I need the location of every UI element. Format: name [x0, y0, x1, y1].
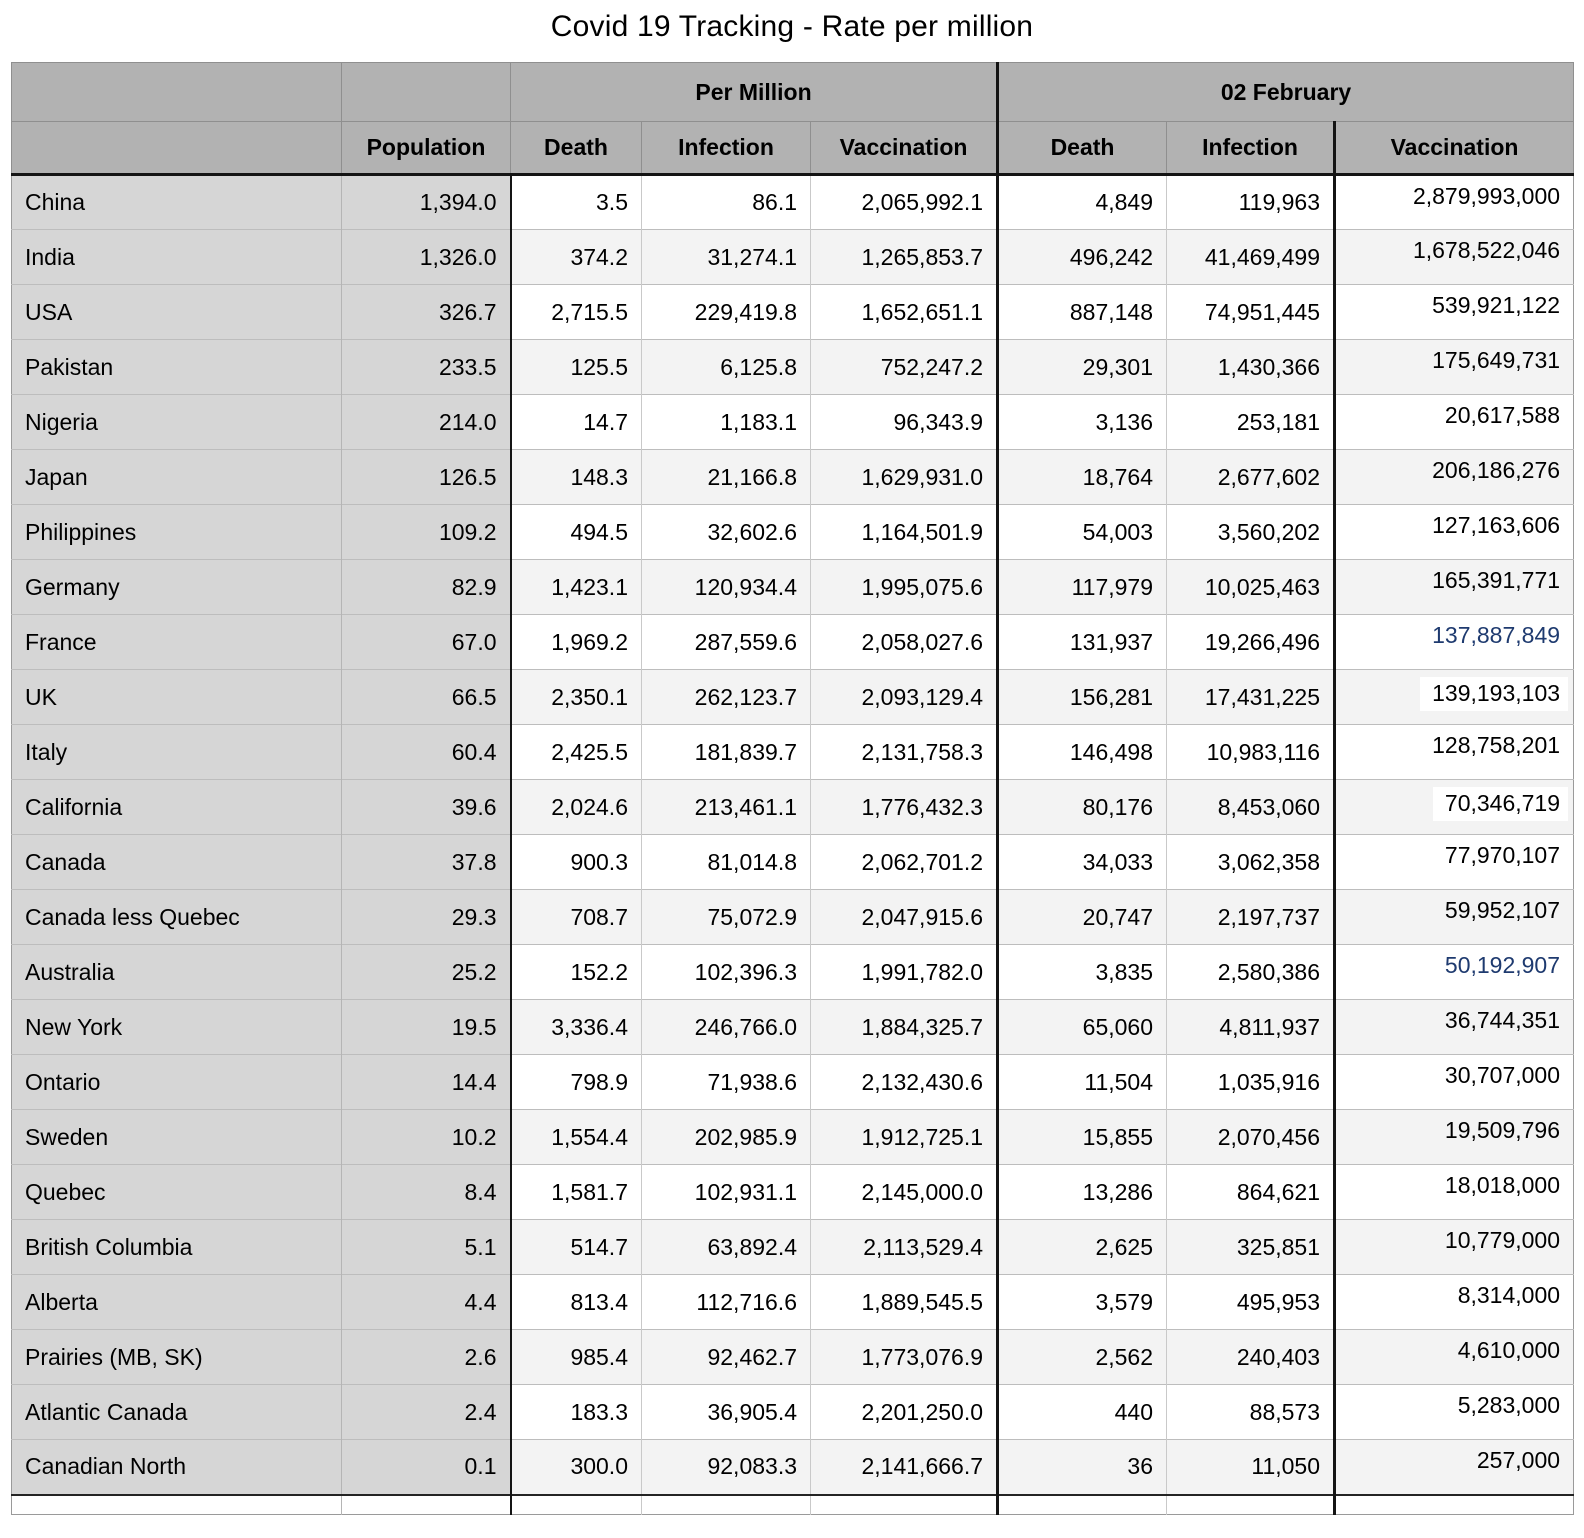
population-cell: 4.4 [342, 1275, 511, 1330]
per-million-death-cell: 900.3 [511, 835, 642, 890]
feb-vaccination-cell: 1,678,522,046 [1335, 230, 1574, 285]
column-header-row [12, 122, 1574, 175]
highlighted-value: 137,887,849 [1432, 622, 1561, 648]
feb-infection-cell: 74,951,445 [1167, 285, 1335, 340]
per-million-infection-cell: 102,396.3 [642, 945, 811, 1000]
per-million-infection-cell: 229,419.8 [642, 285, 811, 340]
row-label-cell: Nigeria [12, 395, 342, 450]
feb-death-header: Death [998, 122, 1167, 175]
row-label-cell: Germany [12, 560, 342, 615]
per-million-death-cell: 3,336.4 [511, 1000, 642, 1055]
table-row [12, 1055, 1574, 1110]
partial-cell [12, 1495, 342, 1515]
feb-death-cell: 80,176 [998, 780, 1167, 835]
row-label-cell: USA [12, 285, 342, 340]
per-million-death-cell: 300.0 [511, 1440, 642, 1495]
per-million-infection-cell: 181,839.7 [642, 725, 811, 780]
row-label-cell: Italy [12, 725, 342, 780]
per-million-vaccination-cell: 1,776,432.3 [811, 780, 998, 835]
partial-cell [811, 1495, 998, 1515]
partial-cell [998, 1495, 1167, 1515]
feb-death-cell: 18,764 [998, 450, 1167, 505]
highlighted-value: 50,192,907 [1444, 952, 1561, 978]
table-row [12, 725, 1574, 780]
table-row [12, 175, 1574, 230]
population-header: Population [342, 122, 511, 175]
feb-death-cell: 131,937 [998, 615, 1167, 670]
feb-infection-header: Infection [1167, 122, 1335, 175]
row-label-cell: UK [12, 670, 342, 725]
covid-tracking-table [11, 62, 1574, 1515]
per-million-death-cell: 183.3 [511, 1385, 642, 1440]
per-million-death-cell: 798.9 [511, 1055, 642, 1110]
per-million-vaccination-cell: 2,131,758.3 [811, 725, 998, 780]
per-million-death-cell: 985.4 [511, 1330, 642, 1385]
row-label-cell: British Columbia [12, 1220, 342, 1275]
feb-infection-cell: 88,573 [1167, 1385, 1335, 1440]
per-million-death-cell: 1,969.2 [511, 615, 642, 670]
feb-vaccination-cell: 36,744,351 [1335, 1000, 1574, 1055]
per-million-infection-cell: 246,766.0 [642, 1000, 811, 1055]
table-row [12, 1000, 1574, 1055]
per-million-death-cell: 14.7 [511, 395, 642, 450]
per-million-death-cell: 374.2 [511, 230, 642, 285]
row-label-cell: Pakistan [12, 340, 342, 395]
feb-infection-cell: 864,621 [1167, 1165, 1335, 1220]
per-million-vaccination-cell: 1,164,501.9 [811, 505, 998, 560]
per-million-infection-cell: 71,938.6 [642, 1055, 811, 1110]
per-million-infection-cell: 36,905.4 [642, 1385, 811, 1440]
feb-vaccination-cell: 128,758,201 [1335, 725, 1574, 780]
population-cell: 126.5 [342, 450, 511, 505]
per-million-vaccination-cell: 1,629,931.0 [811, 450, 998, 505]
per-million-infection-cell: 63,892.4 [642, 1220, 811, 1275]
row-label-cell: Philippines [12, 505, 342, 560]
population-cell: 1,326.0 [342, 230, 511, 285]
partial-cell [511, 1495, 642, 1515]
population-cell: 14.4 [342, 1055, 511, 1110]
feb-vaccination-cell: 127,163,606 [1335, 505, 1574, 560]
corner-cell [12, 63, 342, 122]
per-million-infection-cell: 86.1 [642, 175, 811, 230]
table-row [12, 450, 1574, 505]
per-million-infection-cell: 6,125.8 [642, 340, 811, 395]
feb-vaccination-cell: 30,707,000 [1335, 1055, 1574, 1110]
feb-vaccination-cell: 206,186,276 [1335, 450, 1574, 505]
per-million-infection-cell: 75,072.9 [642, 890, 811, 945]
per-million-vaccination-cell: 2,093,129.4 [811, 670, 998, 725]
feb-death-cell: 3,579 [998, 1275, 1167, 1330]
feb-infection-cell: 3,062,358 [1167, 835, 1335, 890]
population-cell: 233.5 [342, 340, 511, 395]
feb-infection-cell: 10,025,463 [1167, 560, 1335, 615]
feb-vaccination-cell: 20,617,588 [1335, 395, 1574, 450]
table-row [12, 340, 1574, 395]
partial-cell [1335, 1495, 1574, 1515]
table-row [12, 230, 1574, 285]
per-million-death-cell: 813.4 [511, 1275, 642, 1330]
table-row [12, 1440, 1574, 1495]
feb-infection-cell: 495,953 [1167, 1275, 1335, 1330]
per-million-death-cell: 2,425.5 [511, 725, 642, 780]
feb-death-cell: 3,136 [998, 395, 1167, 450]
per-million-infection-cell: 120,934.4 [642, 560, 811, 615]
per-million-death-cell: 2,715.5 [511, 285, 642, 340]
per-million-vaccination-cell: 752,247.2 [811, 340, 998, 395]
table-row [12, 615, 1574, 670]
per-million-death-cell: 148.3 [511, 450, 642, 505]
population-cell: 10.2 [342, 1110, 511, 1165]
feb-infection-cell: 253,181 [1167, 395, 1335, 450]
per-million-infection-cell: 81,014.8 [642, 835, 811, 890]
row-label-cell: Ontario [12, 1055, 342, 1110]
feb-vaccination-cell [1335, 780, 1574, 835]
table-row [12, 505, 1574, 560]
population-cell: 5.1 [342, 1220, 511, 1275]
per-million-infection-cell: 32,602.6 [642, 505, 811, 560]
population-cell: 0.1 [342, 1440, 511, 1495]
feb-infection-cell: 2,677,602 [1167, 450, 1335, 505]
feb-death-cell: 15,855 [998, 1110, 1167, 1165]
feb-vaccination-header: Vaccination [1335, 122, 1574, 175]
per-million-vaccination-cell: 2,201,250.0 [811, 1385, 998, 1440]
feb-vaccination-cell [1335, 615, 1574, 670]
table-row [12, 560, 1574, 615]
table-row [12, 890, 1574, 945]
feb-infection-cell: 19,266,496 [1167, 615, 1335, 670]
per-million-vaccination-cell: 1,265,853.7 [811, 230, 998, 285]
feb-vaccination-cell: 10,779,000 [1335, 1220, 1574, 1275]
per-million-infection-header: Infection [642, 122, 811, 175]
row-label-cell: Canada [12, 835, 342, 890]
row-label-cell: France [12, 615, 342, 670]
feb-infection-cell: 119,963 [1167, 175, 1335, 230]
per-million-infection-cell: 213,461.1 [642, 780, 811, 835]
per-million-death-cell: 125.5 [511, 340, 642, 395]
highlighted-value: 139,193,103 [1420, 677, 1568, 711]
per-million-vaccination-cell: 2,141,666.7 [811, 1440, 998, 1495]
per-million-death-cell: 3.5 [511, 175, 642, 230]
population-cell: 2.6 [342, 1330, 511, 1385]
population-cell: 67.0 [342, 615, 511, 670]
feb-death-cell: 2,625 [998, 1220, 1167, 1275]
row-label-cell: New York [12, 1000, 342, 1055]
population-cell: 29.3 [342, 890, 511, 945]
per-million-vaccination-cell: 2,132,430.6 [811, 1055, 998, 1110]
per-million-death-cell: 708.7 [511, 890, 642, 945]
feb-vaccination-cell: 165,391,771 [1335, 560, 1574, 615]
feb-infection-cell: 2,197,737 [1167, 890, 1335, 945]
feb-vaccination-cell [1335, 670, 1574, 725]
per-million-death-cell: 2,024.6 [511, 780, 642, 835]
table-row [12, 835, 1574, 890]
per-million-vaccination-cell: 1,889,545.5 [811, 1275, 998, 1330]
row-label-cell: Canada less Quebec [12, 890, 342, 945]
feb-02-group-header: 02 February [998, 63, 1574, 122]
population-cell: 109.2 [342, 505, 511, 560]
feb-death-cell: 440 [998, 1385, 1167, 1440]
per-million-death-cell: 1,554.4 [511, 1110, 642, 1165]
table-row [12, 1275, 1574, 1330]
table-row [12, 1385, 1574, 1440]
feb-infection-cell: 1,430,366 [1167, 340, 1335, 395]
table-row [12, 1110, 1574, 1165]
feb-infection-cell: 41,469,499 [1167, 230, 1335, 285]
row-label-cell: Atlantic Canada [12, 1385, 342, 1440]
feb-infection-cell: 10,983,116 [1167, 725, 1335, 780]
feb-vaccination-cell: 4,610,000 [1335, 1330, 1574, 1385]
per-million-vaccination-cell: 1,652,651.1 [811, 285, 998, 340]
feb-vaccination-cell: 18,018,000 [1335, 1165, 1574, 1220]
per-million-death-header: Death [511, 122, 642, 175]
feb-vaccination-cell: 175,649,731 [1335, 340, 1574, 395]
feb-infection-cell: 4,811,937 [1167, 1000, 1335, 1055]
feb-infection-cell: 2,580,386 [1167, 945, 1335, 1000]
table-row [12, 1220, 1574, 1275]
population-cell: 8.4 [342, 1165, 511, 1220]
per-million-infection-cell: 92,462.7 [642, 1330, 811, 1385]
per-million-death-cell: 2,350.1 [511, 670, 642, 725]
feb-infection-cell: 2,070,456 [1167, 1110, 1335, 1165]
per-million-vaccination-cell: 1,995,075.6 [811, 560, 998, 615]
per-million-vaccination-cell: 1,884,325.7 [811, 1000, 998, 1055]
per-million-vaccination-cell: 2,113,529.4 [811, 1220, 998, 1275]
population-cell: 19.5 [342, 1000, 511, 1055]
feb-vaccination-cell: 5,283,000 [1335, 1385, 1574, 1440]
per-million-vaccination-cell: 2,047,915.6 [811, 890, 998, 945]
population-cell: 60.4 [342, 725, 511, 780]
per-million-vaccination-cell: 96,343.9 [811, 395, 998, 450]
feb-infection-cell: 325,851 [1167, 1220, 1335, 1275]
row-label-header-cell [12, 122, 342, 175]
per-million-vaccination-cell: 2,065,992.1 [811, 175, 998, 230]
corner-cell-population [342, 63, 511, 122]
table-row [12, 1165, 1574, 1220]
table-row [12, 1330, 1574, 1385]
page-title: Covid 19 Tracking - Rate per million [550, 10, 1034, 43]
feb-vaccination-cell: 539,921,122 [1335, 285, 1574, 340]
row-label-cell: Alberta [12, 1275, 342, 1330]
feb-vaccination-cell: 2,879,993,000 [1335, 175, 1574, 230]
feb-vaccination-cell: 8,314,000 [1335, 1275, 1574, 1330]
feb-death-cell: 117,979 [998, 560, 1167, 615]
feb-infection-cell: 17,431,225 [1167, 670, 1335, 725]
feb-vaccination-cell: 257,000 [1335, 1440, 1574, 1495]
per-million-infection-cell: 202,985.9 [642, 1110, 811, 1165]
population-cell: 25.2 [342, 945, 511, 1000]
population-cell: 1,394.0 [342, 175, 511, 230]
feb-death-cell: 2,562 [998, 1330, 1167, 1385]
feb-death-cell: 11,504 [998, 1055, 1167, 1110]
feb-death-cell: 13,286 [998, 1165, 1167, 1220]
per-million-vaccination-cell: 1,912,725.1 [811, 1110, 998, 1165]
feb-infection-cell: 1,035,916 [1167, 1055, 1335, 1110]
per-million-infection-cell: 21,166.8 [642, 450, 811, 505]
feb-vaccination-cell [1335, 945, 1574, 1000]
feb-death-cell: 3,835 [998, 945, 1167, 1000]
population-cell: 214.0 [342, 395, 511, 450]
per-million-infection-cell: 102,931.1 [642, 1165, 811, 1220]
population-cell: 66.5 [342, 670, 511, 725]
per-million-death-cell: 514.7 [511, 1220, 642, 1275]
partial-cell [642, 1495, 811, 1515]
per-million-infection-cell: 92,083.3 [642, 1440, 811, 1495]
feb-death-cell: 887,148 [998, 285, 1167, 340]
partial-next-row [12, 1495, 1574, 1515]
feb-vaccination-cell: 59,952,107 [1335, 890, 1574, 945]
per-million-vaccination-cell: 1,991,782.0 [811, 945, 998, 1000]
table-row [12, 285, 1574, 340]
per-million-group-header: Per Million [511, 63, 998, 122]
per-million-infection-cell: 112,716.6 [642, 1275, 811, 1330]
row-label-cell: Prairies (MB, SK) [12, 1330, 342, 1385]
per-million-death-cell: 1,423.1 [511, 560, 642, 615]
population-cell: 37.8 [342, 835, 511, 890]
per-million-vaccination-cell: 2,058,027.6 [811, 615, 998, 670]
feb-vaccination-cell: 19,509,796 [1335, 1110, 1574, 1165]
feb-death-cell: 156,281 [998, 670, 1167, 725]
per-million-death-cell: 494.5 [511, 505, 642, 560]
table-row [12, 945, 1574, 1000]
population-cell: 39.6 [342, 780, 511, 835]
feb-death-cell: 54,003 [998, 505, 1167, 560]
population-cell: 82.9 [342, 560, 511, 615]
row-label-cell: Sweden [12, 1110, 342, 1165]
feb-infection-cell: 3,560,202 [1167, 505, 1335, 560]
feb-vaccination-cell: 77,970,107 [1335, 835, 1574, 890]
per-million-death-cell: 1,581.7 [511, 1165, 642, 1220]
feb-death-cell: 34,033 [998, 835, 1167, 890]
per-million-vaccination-cell: 2,145,000.0 [811, 1165, 998, 1220]
per-million-vaccination-cell: 2,062,701.2 [811, 835, 998, 890]
per-million-vaccination-header: Vaccination [811, 122, 998, 175]
row-label-cell: Canadian North [12, 1440, 342, 1495]
feb-death-cell: 20,747 [998, 890, 1167, 945]
table-row [12, 780, 1574, 835]
feb-infection-cell: 11,050 [1167, 1440, 1335, 1495]
per-million-vaccination-cell: 1,773,076.9 [811, 1330, 998, 1385]
row-label-cell: Australia [12, 945, 342, 1000]
row-label-cell: Japan [12, 450, 342, 505]
feb-death-cell: 146,498 [998, 725, 1167, 780]
partial-cell [1167, 1495, 1335, 1515]
table-row [12, 395, 1574, 450]
per-million-death-cell: 152.2 [511, 945, 642, 1000]
feb-death-cell: 65,060 [998, 1000, 1167, 1055]
population-cell: 2.4 [342, 1385, 511, 1440]
row-label-cell: India [12, 230, 342, 285]
per-million-infection-cell: 262,123.7 [642, 670, 811, 725]
table-row [12, 670, 1574, 725]
population-cell: 326.7 [342, 285, 511, 340]
row-label-cell: Quebec [12, 1165, 342, 1220]
feb-death-cell: 29,301 [998, 340, 1167, 395]
per-million-infection-cell: 287,559.6 [642, 615, 811, 670]
per-million-infection-cell: 31,274.1 [642, 230, 811, 285]
highlighted-value: 70,346,719 [1433, 787, 1568, 821]
feb-death-cell: 36 [998, 1440, 1167, 1495]
feb-death-cell: 496,242 [998, 230, 1167, 285]
feb-infection-cell: 8,453,060 [1167, 780, 1335, 835]
per-million-infection-cell: 1,183.1 [642, 395, 811, 450]
row-label-cell: China [12, 175, 342, 230]
row-label-cell: California [12, 780, 342, 835]
feb-infection-cell: 240,403 [1167, 1330, 1335, 1385]
group-header-row [12, 63, 1574, 122]
partial-cell [342, 1495, 511, 1515]
feb-death-cell: 4,849 [998, 175, 1167, 230]
